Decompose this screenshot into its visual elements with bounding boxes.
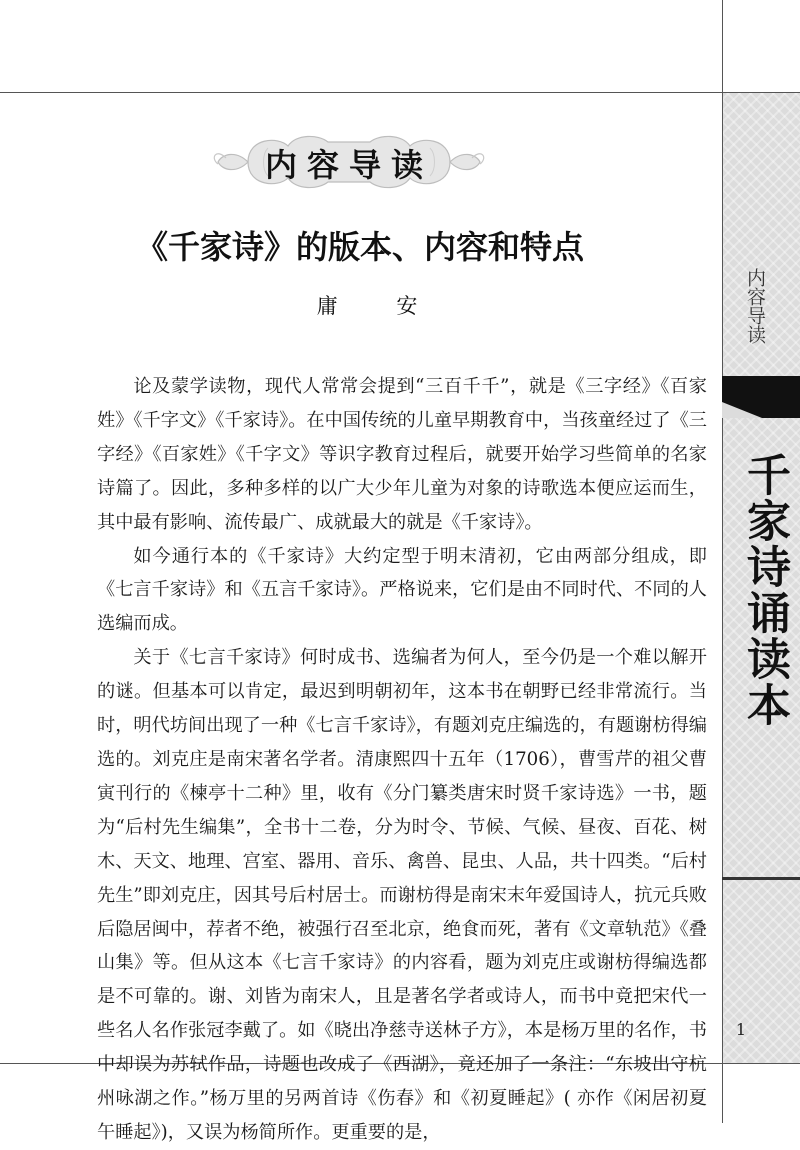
- page-number: 1: [735, 1020, 747, 1039]
- author-name: 庸 安: [316, 294, 444, 318]
- paragraph: 如今通行本的《千家诗》大约定型于明末清初，它由两部分组成，即《七言千家诗》和《五言千家诗》。严格说来，它们是由不同时代、不同的人选编而成。: [97, 545, 707, 635]
- side-section-label: 内容导读: [744, 268, 766, 344]
- right-rule-lower: [722, 1063, 723, 1123]
- side-book-title: 千家诗诵读本: [739, 452, 790, 728]
- article-title: 《千家诗》的版本、内容和特点: [135, 228, 584, 266]
- side-notch: [722, 402, 762, 418]
- side-bottom-rule: [722, 877, 800, 880]
- paragraph: 关于《七言千家诗》何时成书、选编者为何人，至今仍是一个难以解开的谜。但基本可以肯定，最迟到明朝初年，这本书在朝野已经非常流行。当时，明代坊间出现了一种《七言千家诗》，有题刘克庄编选的，有题谢枋得编选的。刘克庄是南宋著名学者。清康熙四十五年（1706），曹雪芹的祖父曹寅刊行的《楝亭十二种》里，收有《分门纂类唐宋时贤千家诗选》一书，题为“后村先生编集”，全书十二卷，分为时令、节候、气候、昼夜、百花、树木、天文、地理、宫室、器用、音乐、禽兽、昆虫、人品，共十四类。“后村先生”即刘克庄，因其号后村居士。而谢枋得是南宋末年爱国诗人，抗元兵败后隐居闽中，荐者不绝，被强行召至北京，绝食而死，著有《文章轨范》《叠山集》等。但从这本《七言千家诗》的内容看，题为刘克庄或谢枋得编选都是不可靠的。谢、刘皆为南宋人，且是著名学者或诗人，而书中竟把宋代一些名人名作张冠李戴了。如《晓出净慈寺送林子方》，本是杨万里的名作，书中却误为苏轼作品，诗题也改成了《西湖》，竟还加了一条注：“东坡出守杭州咏湖之作。”杨万里的另两首诗《伤春》和《初夏睡起》( 亦作《闲居初夏午睡起》)，又误为杨简所作。更重要的是，: [97, 647, 707, 1143]
- paragraph: 论及蒙学读物，现代人常常会提到“三百千千”，就是《三字经》《百家姓》《千字文》《千家诗》。在中国传统的儿童早期教育中，当孩童经过了《三字经》《百家姓》《千字文》等识字教育过程后，就要开始学习些简单的名家诗篇了。因此，多种多样的以广大少年儿童为对象的诗歌选本便应运而生，其中最有影响、流传最广、成就最大的就是《千家诗》。: [97, 376, 707, 533]
- section-banner-title: 内容导读: [264, 146, 433, 184]
- body-text: [97, 370, 707, 1150]
- right-rule-upper: [722, 0, 723, 93]
- top-rule: [0, 92, 800, 93]
